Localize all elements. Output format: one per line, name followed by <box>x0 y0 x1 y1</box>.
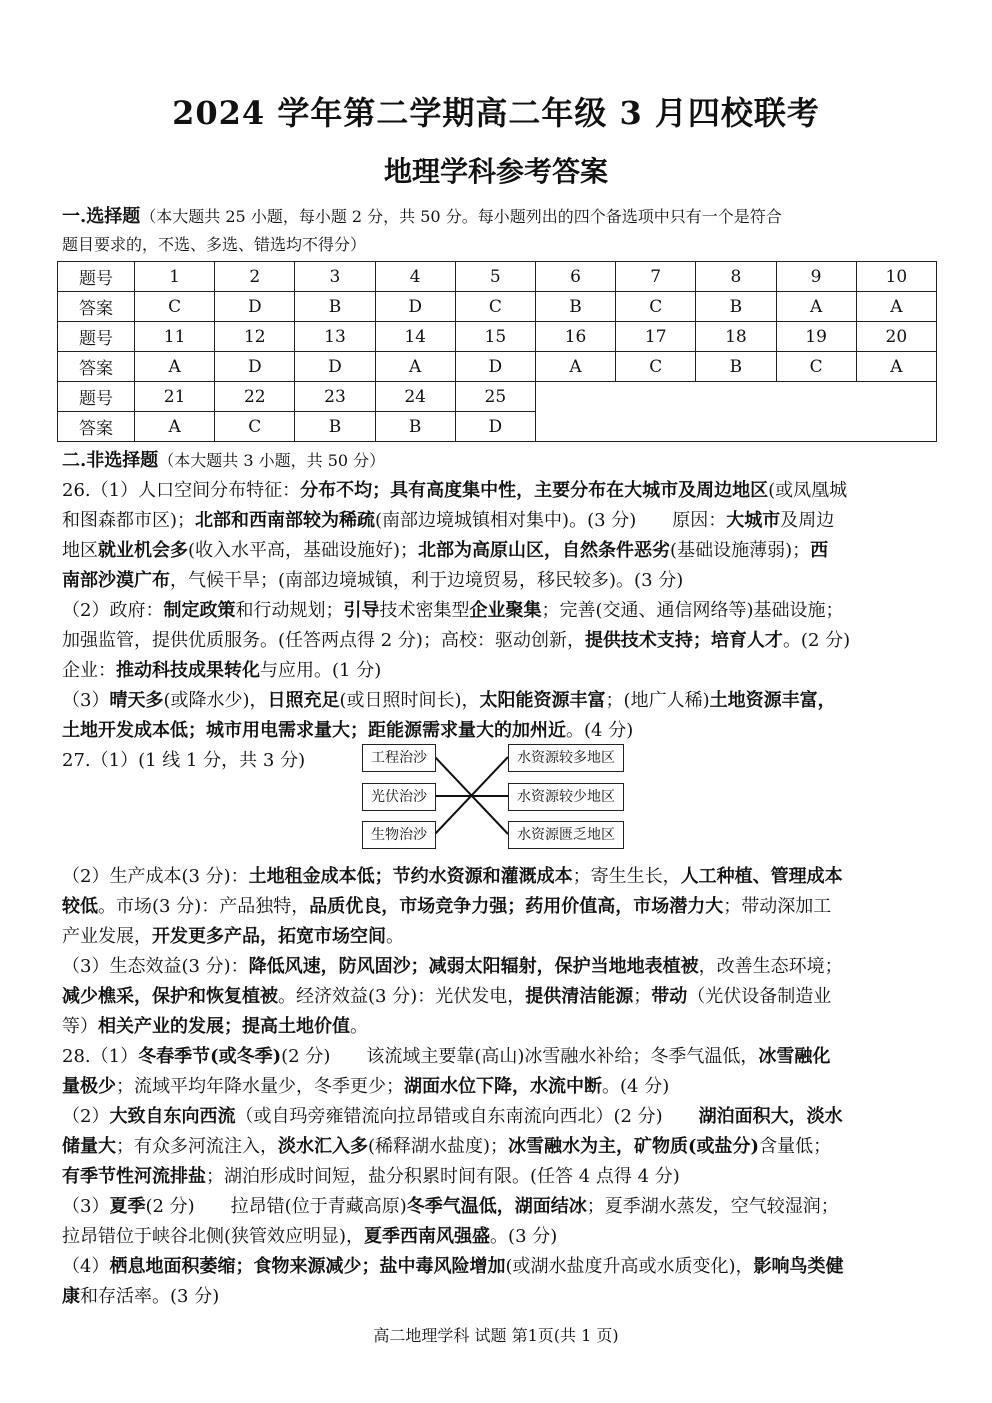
q26-line3 <box>62 536 932 566</box>
text-run: 相关产业的发展；提高土地价值 <box>98 1016 350 1037</box>
table-cell: C <box>616 352 696 382</box>
table-label-q: 题号 <box>58 382 135 412</box>
text-run: 日照充足 <box>267 690 340 711</box>
table-cell: C <box>776 352 856 382</box>
text-run: （3） <box>62 690 110 711</box>
text-run: 有季节性河流排盐 <box>62 1166 206 1187</box>
text-run: 太阳能资源丰富 <box>479 690 606 711</box>
table-cell: A <box>135 352 215 382</box>
text-run: ；(地广人稀) <box>605 690 710 711</box>
text-run: ；寄生生长， <box>572 866 681 887</box>
table-cell: B <box>295 412 375 442</box>
text-run: ，改善生态环境； <box>698 956 843 977</box>
table-cell: C <box>616 292 696 322</box>
table-row-answers <box>58 352 937 382</box>
table-cell: D <box>455 412 535 442</box>
table-cell: A <box>535 352 615 382</box>
table-cell: 24 <box>375 382 455 412</box>
text-run: 影响鸟类健 <box>753 1256 844 1277</box>
diagram-right-box: 水资源较少地区 <box>508 783 624 811</box>
table-cell: A <box>375 352 455 382</box>
table-cell: A <box>135 412 215 442</box>
text-run: 晴天多 <box>109 690 164 711</box>
table-cell: 2 <box>215 262 295 292</box>
table-cell: 3 <box>295 262 375 292</box>
text-run: ；有众多河流注入， <box>116 1136 278 1157</box>
table-cell: 18 <box>696 322 776 352</box>
text-run: 企业： <box>62 660 116 681</box>
text-run: 。市场(3 分)：产品独特， <box>98 896 310 917</box>
table-label-q: 题号 <box>58 322 135 352</box>
text-run: 地区 <box>62 540 98 561</box>
table-cell: 19 <box>776 322 856 352</box>
text-run: 冰雪融化 <box>758 1046 831 1067</box>
text-run: 分布不均；具有高度集中性，主要分布在大城市及周边地区 <box>300 480 769 501</box>
q26-line4 <box>62 566 932 596</box>
table-row-numbers <box>58 322 937 352</box>
q27-line5 <box>62 952 932 982</box>
table-row-answers <box>58 292 937 322</box>
table-cell: B <box>535 292 615 322</box>
table-cell: 17 <box>616 322 696 352</box>
table-cell: 8 <box>696 262 776 292</box>
text-run: 就业机会多 <box>98 540 188 561</box>
page-title: 2024 学年第二学期高二年级 3 月四校联考 <box>172 94 820 132</box>
table-empty-cell <box>535 382 936 442</box>
section2-heading: 二.非选择题 <box>62 450 159 471</box>
text-run: ；流域平均年降水量少，冬季更少； <box>116 1076 404 1097</box>
text-run: 推动科技成果转化 <box>116 660 260 681</box>
q28-line9 <box>62 1282 932 1312</box>
section2-heading-line <box>62 446 932 476</box>
text-run: (基础设施薄弱)； <box>670 540 811 561</box>
table-row-numbers <box>58 262 937 292</box>
table-cell: 5 <box>455 262 535 292</box>
text-run: 制定政策 <box>163 600 236 621</box>
table-cell: A <box>856 352 936 382</box>
table-label-a: 答案 <box>58 292 135 322</box>
text-run: 北部为高原山区，自然条件恶劣 <box>418 540 671 561</box>
table-cell: D <box>375 292 455 322</box>
text-run: 较低 <box>62 896 98 917</box>
text-run: 量极少 <box>62 1076 116 1097</box>
text-run: 康 <box>62 1286 80 1307</box>
q28-line3 <box>62 1102 932 1132</box>
text-run: 引导 <box>343 600 380 621</box>
table-cell: 13 <box>295 322 375 352</box>
table-cell: A <box>856 292 936 322</box>
text-run: 技术密集型 <box>379 600 470 621</box>
text-run: 淡水汇入多 <box>278 1136 368 1157</box>
q26-line8 <box>62 686 932 716</box>
text-run: （3）生态效益(3 分)： <box>62 956 249 977</box>
text-run: 人工种植、管理成本 <box>680 866 843 887</box>
text-run: 土地租金成本低；节约水资源和灌溉成本 <box>248 866 573 887</box>
table-cell: 14 <box>375 322 455 352</box>
page-footer: 高二地理学科 试题 第1页(共 1 页) <box>373 1326 619 1345</box>
q26-line6 <box>62 626 932 656</box>
text-run: 西 <box>810 540 829 561</box>
q26-line1 <box>62 476 932 506</box>
table-cell: 9 <box>776 262 856 292</box>
table-cell: C <box>135 292 215 322</box>
q27-line1: 27.（1）(1 线 1 分，共 3 分) <box>62 750 306 771</box>
text-run: （2）政府： <box>62 600 164 621</box>
text-run: 26.（1）人口空间分布特征： <box>62 480 301 501</box>
text-run: 企业聚集 <box>469 600 542 621</box>
text-run: 和图森都市区)； <box>62 510 196 531</box>
page-subtitle: 地理学科参考答案 <box>383 155 608 188</box>
text-run: 南部沙漠广布 <box>62 570 170 591</box>
section2-note: （本大题共 3 小题，共 50 分） <box>158 451 386 470</box>
text-run: 提供技术支持；培育人才 <box>584 630 783 651</box>
q28-line2 <box>62 1072 932 1102</box>
text-run: (2 分) 拉昂错(位于青藏高原) <box>145 1196 407 1217</box>
q26-line7 <box>62 656 932 686</box>
text-run: （3） <box>62 1196 110 1217</box>
text-run: 带动 <box>651 986 688 1007</box>
table-cell: D <box>295 352 375 382</box>
q26-line5 <box>62 596 932 626</box>
text-run: 储量大 <box>62 1136 116 1157</box>
text-run: 夏季 <box>109 1196 146 1217</box>
text-run: ；夏季湖水蒸发，空气较湿润； <box>586 1196 839 1217</box>
text-run: 冰雪融水为主，矿物质(或盐分) <box>508 1136 760 1157</box>
table-cell: 15 <box>455 322 535 352</box>
q27-line6 <box>62 982 932 1012</box>
text-run: 降低风速，防风固沙；减弱太阳辐射，保护当地地表植被 <box>248 956 699 977</box>
section1-note-line2: 题目要求的，不选、多选、错选均不得分） <box>62 235 367 254</box>
answer-table <box>57 261 937 442</box>
text-run: ，气候干旱；(南部边境城镇，利于边境贸易，移民较多)。(3 分) <box>170 570 684 591</box>
section1-heading-line1 <box>62 202 932 232</box>
table-cell: B <box>696 352 776 382</box>
text-run: (收入水平高，基础设施好)； <box>188 540 419 561</box>
table-cell: A <box>776 292 856 322</box>
text-run: 等） <box>62 1016 98 1037</box>
diagram-left-box: 生物治沙 <box>362 821 436 849</box>
table-label-a: 答案 <box>58 352 135 382</box>
text-run: 。(4 分) <box>602 1076 670 1097</box>
text-run: ；完善(交通、通信网络等)基础设施； <box>541 600 844 621</box>
text-run: 加强监管，提供优质服务。(任答两点得 2 分)；高校：驱动创新， <box>62 630 585 651</box>
text-run: 及周边 <box>780 510 835 531</box>
text-run: 含量低； <box>759 1136 832 1157</box>
table-label-a: 答案 <box>58 412 135 442</box>
text-run: 。(3 分) <box>490 1226 558 1247</box>
diagram-left-box: 光伏治沙 <box>362 783 436 811</box>
text-run: 冬春季节(或冬季) <box>138 1046 282 1067</box>
section1-heading: 一.选择题 <box>62 206 141 227</box>
table-cell: 20 <box>856 322 936 352</box>
q27-line3 <box>62 892 932 922</box>
table-cell: 25 <box>455 382 535 412</box>
table-cell: 10 <box>856 262 936 292</box>
text-run: 拉昂错位于峡谷北侧(狭管效应明显)， <box>62 1226 365 1247</box>
text-run: 湖泊面积大，淡水 <box>698 1106 843 1127</box>
section1-note-line1: （本大题共 25 小题，每小题 2 分，共 50 分。每小题列出的四个备选项中只有一个是符合 <box>140 207 782 226</box>
text-run: 。 <box>386 926 404 947</box>
text-run: 夏季西南风强盛 <box>364 1226 491 1247</box>
diagram-left-box: 工程治沙 <box>362 744 436 772</box>
table-cell: 21 <box>135 382 215 412</box>
table-cell: 7 <box>616 262 696 292</box>
text-run: ； <box>633 986 652 1007</box>
table-cell: 1 <box>135 262 215 292</box>
text-run: 。(4 分) <box>566 720 634 741</box>
text-run: 品质优良，市场竞争力强；药用价值高，市场潜力大 <box>309 896 724 917</box>
table-cell: 11 <box>135 322 215 352</box>
section1-heading-line2 <box>62 230 932 260</box>
text-run: （2）生产成本(3 分)： <box>62 866 249 887</box>
text-run: （或自玛旁雍错流向拉昂错或自东南流向西北）(2 分) <box>235 1106 699 1127</box>
q28-line4 <box>62 1132 932 1162</box>
text-run: (或日照时间长)， <box>339 690 480 711</box>
text-run: 与应用。(1 分) <box>260 660 382 681</box>
text-run: 大致自东向西流 <box>109 1106 236 1127</box>
text-run: 提供清洁能源 <box>525 986 634 1007</box>
text-run: (或凤凰城 <box>768 480 848 501</box>
text-run: 大城市 <box>726 510 781 531</box>
text-run: 北部和西南部较为稀疏 <box>195 510 376 531</box>
text-run: 开发更多产品，拓宽市场空间 <box>152 926 386 947</box>
q28-line1 <box>62 1042 932 1072</box>
q27-line7 <box>62 1012 932 1042</box>
table-cell: C <box>455 292 535 322</box>
text-run: （2） <box>62 1106 110 1127</box>
q28-line7 <box>62 1222 932 1252</box>
text-run: (稀释湖水盐度)； <box>368 1136 509 1157</box>
text-run: (南部边境城镇相对集中)。(3 分) 原因： <box>375 510 727 531</box>
table-cell: C <box>215 412 295 442</box>
q27-line4 <box>62 922 932 952</box>
table-cell: 16 <box>535 322 615 352</box>
text-run: 。(2 分) <box>782 630 851 651</box>
text-run: 和行动规划； <box>235 600 344 621</box>
table-label-q: 题号 <box>58 262 135 292</box>
table-cell: 22 <box>215 382 295 412</box>
text-run: 土地开发成本低；城市用电需求量大；距能源需求量大的加州近 <box>62 720 566 741</box>
table-cell: 12 <box>215 322 295 352</box>
q28-line6 <box>62 1192 932 1222</box>
text-run: (或降水少)， <box>163 690 268 711</box>
text-run: 减少樵采，保护和恢复植被 <box>62 986 278 1007</box>
text-run: (或湖水盐度升高或水质变化)， <box>505 1256 754 1277</box>
text-run: ；湖泊形成时间短，盐分积累时间有限。(任答 4 点得 4 分) <box>206 1166 680 1187</box>
table-cell: B <box>375 412 455 442</box>
text-run: 28.（1） <box>62 1046 139 1067</box>
text-run: ；带动深加工 <box>723 896 832 917</box>
table-row-numbers <box>58 382 937 412</box>
table-cell: 4 <box>375 262 455 292</box>
matching-diagram <box>360 742 630 852</box>
q26-line2 <box>62 506 932 536</box>
table-cell: 23 <box>295 382 375 412</box>
table-cell: D <box>455 352 535 382</box>
q27-line2 <box>62 862 932 892</box>
text-run: （光伏设备制造业 <box>687 986 832 1007</box>
text-run: 。 <box>350 1016 368 1037</box>
text-run: 土地资源丰富， <box>709 690 836 711</box>
diagram-right-box: 水资源匮乏地区 <box>508 821 624 849</box>
text-run: (2 分) 该流域主要靠(高山)冰雪融水补给；冬季气温低， <box>281 1046 759 1067</box>
text-run: （4） <box>62 1256 110 1277</box>
text-run: 冬季气温低，湖面结冰 <box>406 1196 587 1217</box>
text-run: 。经济效益(3 分)：光伏发电， <box>278 986 526 1007</box>
q28-line8 <box>62 1252 932 1282</box>
text-run: 栖息地面积萎缩；食物来源减少；盐中毒风险增加 <box>109 1256 506 1277</box>
table-cell: D <box>215 292 295 322</box>
text-run: 湖面水位下降，水流中断 <box>404 1076 602 1097</box>
table-cell: 6 <box>535 262 615 292</box>
text-run: 和存活率。(3 分) <box>80 1286 220 1307</box>
table-cell: B <box>295 292 375 322</box>
q28-line5 <box>62 1162 932 1192</box>
table-cell: D <box>215 352 295 382</box>
table-cell: B <box>696 292 776 322</box>
text-run: 产业发展， <box>62 926 152 947</box>
diagram-right-box: 水资源较多地区 <box>508 744 624 772</box>
